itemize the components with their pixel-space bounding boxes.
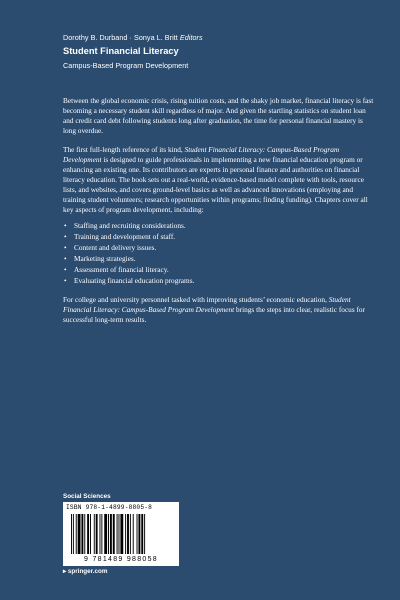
blurb-body bbox=[63, 96, 377, 325]
publisher-link[interactable]: ▸ springer.com bbox=[63, 568, 108, 575]
book-subtitle: Campus-Based Program Development bbox=[63, 61, 189, 70]
blurb-text: brings the steps into clear, realistic focus for successful long-term results. bbox=[63, 304, 365, 324]
barcode-number: 9 781489 988058 bbox=[84, 556, 158, 563]
book-title-reference: Student Financial Literacy: Campus-Based Program Development bbox=[63, 294, 351, 314]
barcode-bar bbox=[141, 514, 143, 554]
barcode-bar bbox=[130, 514, 131, 554]
barcode-bar bbox=[81, 514, 83, 554]
barcode-bars bbox=[71, 514, 171, 554]
barcode-bar bbox=[133, 514, 134, 554]
isbn-text: ISBN 978-1-4899-8805-8 bbox=[66, 504, 153, 511]
blurb-paragraph: Between the global economic crisis, rising tuition costs, and the shaky job market, financial literacy is fast becoming a necessary student skill regardless of major. And given the startling statistics on student loan and credit card debt following students long after graduation, the time for personal financial mastery is long overdue. bbox=[63, 96, 374, 136]
barcode-bar bbox=[73, 514, 74, 554]
barcode-bar bbox=[144, 514, 145, 554]
bullet-icon: • bbox=[64, 220, 67, 230]
barcode-bar bbox=[117, 514, 118, 554]
list-item-text: Evaluating financial education programs. bbox=[74, 275, 195, 285]
barcode-bar bbox=[96, 514, 98, 554]
barcode-bar bbox=[101, 514, 102, 554]
barcode-bar bbox=[119, 514, 120, 554]
list-item-text: Assessment of financial literacy. bbox=[74, 264, 169, 274]
editor-name: Sonya L. Britt bbox=[133, 33, 178, 42]
book-title: Student Financial Literacy bbox=[63, 46, 179, 56]
blurb-paragraph bbox=[63, 145, 377, 215]
book-title-reference: Student Financial Literacy: Campus-Based Program Development bbox=[63, 145, 340, 165]
barcode-bar bbox=[120, 514, 123, 554]
barcode-bar bbox=[108, 514, 109, 554]
bullet-icon: • bbox=[64, 231, 67, 241]
barcode-bar bbox=[113, 514, 115, 554]
list-item bbox=[63, 264, 377, 275]
bullet-icon: • bbox=[64, 275, 67, 285]
bullet-icon: • bbox=[64, 264, 67, 274]
blurb-text: The first full-length reference of its kind, bbox=[63, 145, 185, 155]
list-item-text: Content and delivery issues. bbox=[74, 242, 157, 252]
barcode-bar bbox=[127, 514, 129, 554]
barcode-bar bbox=[100, 514, 101, 554]
barcode-bar bbox=[90, 514, 91, 554]
bullet-icon: • bbox=[64, 253, 67, 263]
list-item-text: Training and development of staff. bbox=[74, 231, 176, 241]
list-item bbox=[63, 231, 377, 242]
blurb-paragraph bbox=[63, 295, 377, 325]
editor-separator: · bbox=[127, 33, 134, 42]
list-item bbox=[63, 253, 377, 264]
list-item bbox=[63, 220, 377, 231]
barcode-bar bbox=[87, 514, 89, 554]
subject-category: Social Sciences bbox=[63, 493, 111, 500]
editors-role: Editors bbox=[179, 33, 203, 42]
barcode-bar bbox=[94, 514, 95, 554]
barcode-bar bbox=[110, 514, 112, 554]
editors-line bbox=[63, 33, 373, 42]
barcode-bar bbox=[84, 514, 85, 554]
barcode-bar bbox=[71, 514, 72, 554]
list-item bbox=[63, 242, 377, 253]
barcode-bar bbox=[137, 514, 138, 554]
list-item bbox=[63, 275, 377, 286]
list-item-text: Staffing and recruiting considerations. bbox=[74, 220, 186, 230]
barcode-bar bbox=[104, 514, 107, 554]
bullet-icon: • bbox=[64, 242, 67, 252]
editor-name: Dorothy B. Durband bbox=[63, 33, 128, 42]
blurb-text: For college and university personnel tasked with improving students’ economic education, bbox=[63, 294, 329, 304]
barcode bbox=[63, 502, 179, 566]
barcode-bar bbox=[76, 514, 77, 554]
cover-header bbox=[63, 33, 373, 70]
list-item-text: Marketing strategies. bbox=[74, 253, 136, 263]
barcode-bar bbox=[138, 514, 140, 554]
blurb-text: is designed to guide professionals in implementing a new financial education program or enhancing an existing one. Its contributors are experts in personal finance and authorities on financial literacy education. The book sets out a real-world, evidence-based model complete with tools, resource lists, and websites, and covers ground-level basics as well as advanced innovations (employing and training student volunteers; research opportunities within programs; finding funding). Chapters cover all key aspects of program development, including: bbox=[63, 155, 368, 215]
barcode-bar bbox=[125, 514, 126, 554]
chapter-topics-list bbox=[63, 220, 377, 286]
barcode-bar bbox=[78, 514, 81, 554]
